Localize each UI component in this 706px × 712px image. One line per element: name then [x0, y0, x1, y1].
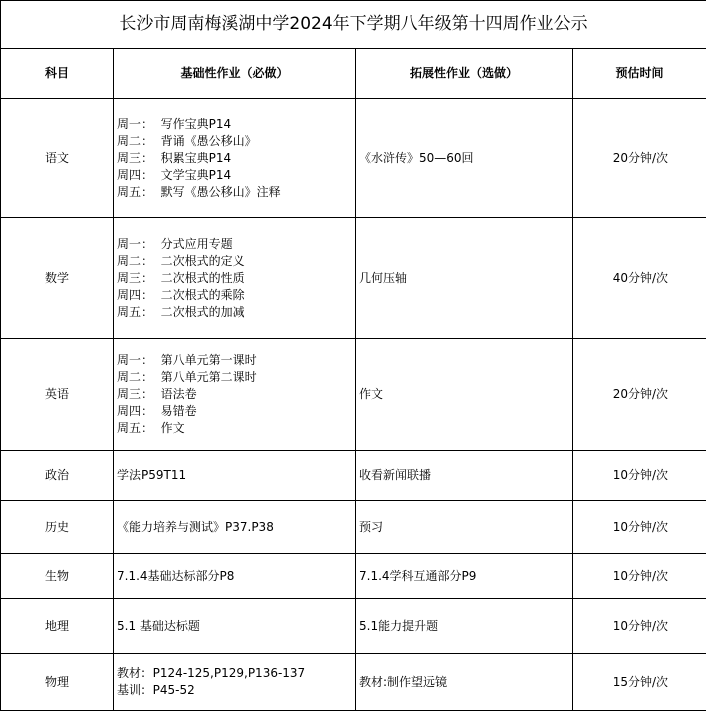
- time-cell: 15分钟/次: [573, 654, 706, 711]
- header-subject: 科目: [1, 49, 114, 99]
- header-time: 预估时间: [573, 49, 706, 99]
- basic-line: 周三： 语法卷: [117, 387, 197, 401]
- basic-cell: [114, 554, 356, 599]
- time-cell: 40分钟/次: [573, 218, 706, 339]
- basic-cell: [114, 501, 356, 554]
- basic-line: 周五： 默写《愚公移山》注释: [117, 184, 281, 199]
- subject-cell: 历史: [1, 501, 114, 554]
- table-row: [1, 451, 706, 501]
- basic-line: 周五： 二次根式的加减: [117, 304, 245, 319]
- time-cell: 10分钟/次: [573, 554, 706, 599]
- basic-cell: [114, 339, 356, 451]
- basic-line: 周一： 第八单元第一课时: [117, 353, 257, 367]
- basic-line: 周三： 二次根式的性质: [117, 270, 245, 285]
- basic-line: 5.1 基础达标题: [117, 618, 200, 633]
- subject-cell: 物理: [1, 654, 114, 711]
- basic-cell: [114, 451, 356, 501]
- time-cell: 10分钟/次: [573, 451, 706, 501]
- table-row: [1, 501, 706, 554]
- extended-cell: 收看新闻联播: [356, 451, 573, 501]
- subject-cell: 地理: [1, 599, 114, 654]
- basic-line: 周四： 易错卷: [117, 404, 197, 418]
- table-row: [1, 218, 706, 339]
- extended-cell: 教材:制作望远镜: [356, 654, 573, 711]
- subject-cell: 数学: [1, 218, 114, 339]
- table-row: [1, 339, 706, 451]
- basic-line: 周四： 文学宝典P14: [117, 167, 232, 182]
- extended-cell: 《水浒传》50—60回: [356, 99, 573, 218]
- table-row: [1, 599, 706, 654]
- time-cell: 10分钟/次: [573, 599, 706, 654]
- basic-cell: [114, 599, 356, 654]
- extended-cell: 7.1.4学科互通部分P9: [356, 554, 573, 599]
- basic-line: 周二： 第八单元第二课时: [117, 370, 257, 384]
- table-row: [1, 554, 706, 599]
- header-basic: 基础性作业（必做）: [114, 49, 356, 99]
- extended-cell: 5.1能力提升题: [356, 599, 573, 654]
- basic-line: 基训: P45-52: [117, 683, 195, 697]
- basic-line: 教材: P124-125,P129,P136-137: [117, 666, 306, 680]
- basic-line: 周二： 二次根式的定义: [117, 253, 245, 268]
- page-title: 长沙市周南梅溪湖中学2024年下学期八年级第十四周作业公示: [1, 1, 706, 49]
- header-extended: 拓展性作业（选做）: [356, 49, 573, 99]
- time-cell: 20分钟/次: [573, 99, 706, 218]
- subject-cell: 语文: [1, 99, 114, 218]
- table-row: [1, 99, 706, 218]
- basic-line: 《能力培养与测试》P37.P38: [117, 519, 274, 534]
- time-cell: 10分钟/次: [573, 501, 706, 554]
- basic-line: 周三： 积累宝典P14: [117, 150, 232, 165]
- basic-line: 7.1.4基础达标部分P8: [117, 568, 235, 583]
- basic-line: 周四： 二次根式的乘除: [117, 287, 245, 302]
- extended-cell: 预习: [356, 501, 573, 554]
- basic-cell: [114, 99, 356, 218]
- basic-line: 周一： 写作宝典P14: [117, 116, 232, 131]
- extended-cell: 几何压轴: [356, 218, 573, 339]
- basic-cell: [114, 654, 356, 711]
- extended-cell: 作文: [356, 339, 573, 451]
- subject-cell: 英语: [1, 339, 114, 451]
- subject-cell: 生物: [1, 554, 114, 599]
- basic-line: 周一： 分式应用专题: [117, 236, 233, 251]
- subject-cell: 政治: [1, 451, 114, 501]
- basic-line: 周二： 背诵《愚公移山》: [117, 133, 257, 148]
- basic-line: 周五： 作文: [117, 421, 185, 435]
- table-row: [1, 654, 706, 711]
- header-row: [1, 49, 706, 99]
- time-cell: 20分钟/次: [573, 339, 706, 451]
- basic-cell: [114, 218, 356, 339]
- basic-line: 学法P59T11: [117, 468, 187, 482]
